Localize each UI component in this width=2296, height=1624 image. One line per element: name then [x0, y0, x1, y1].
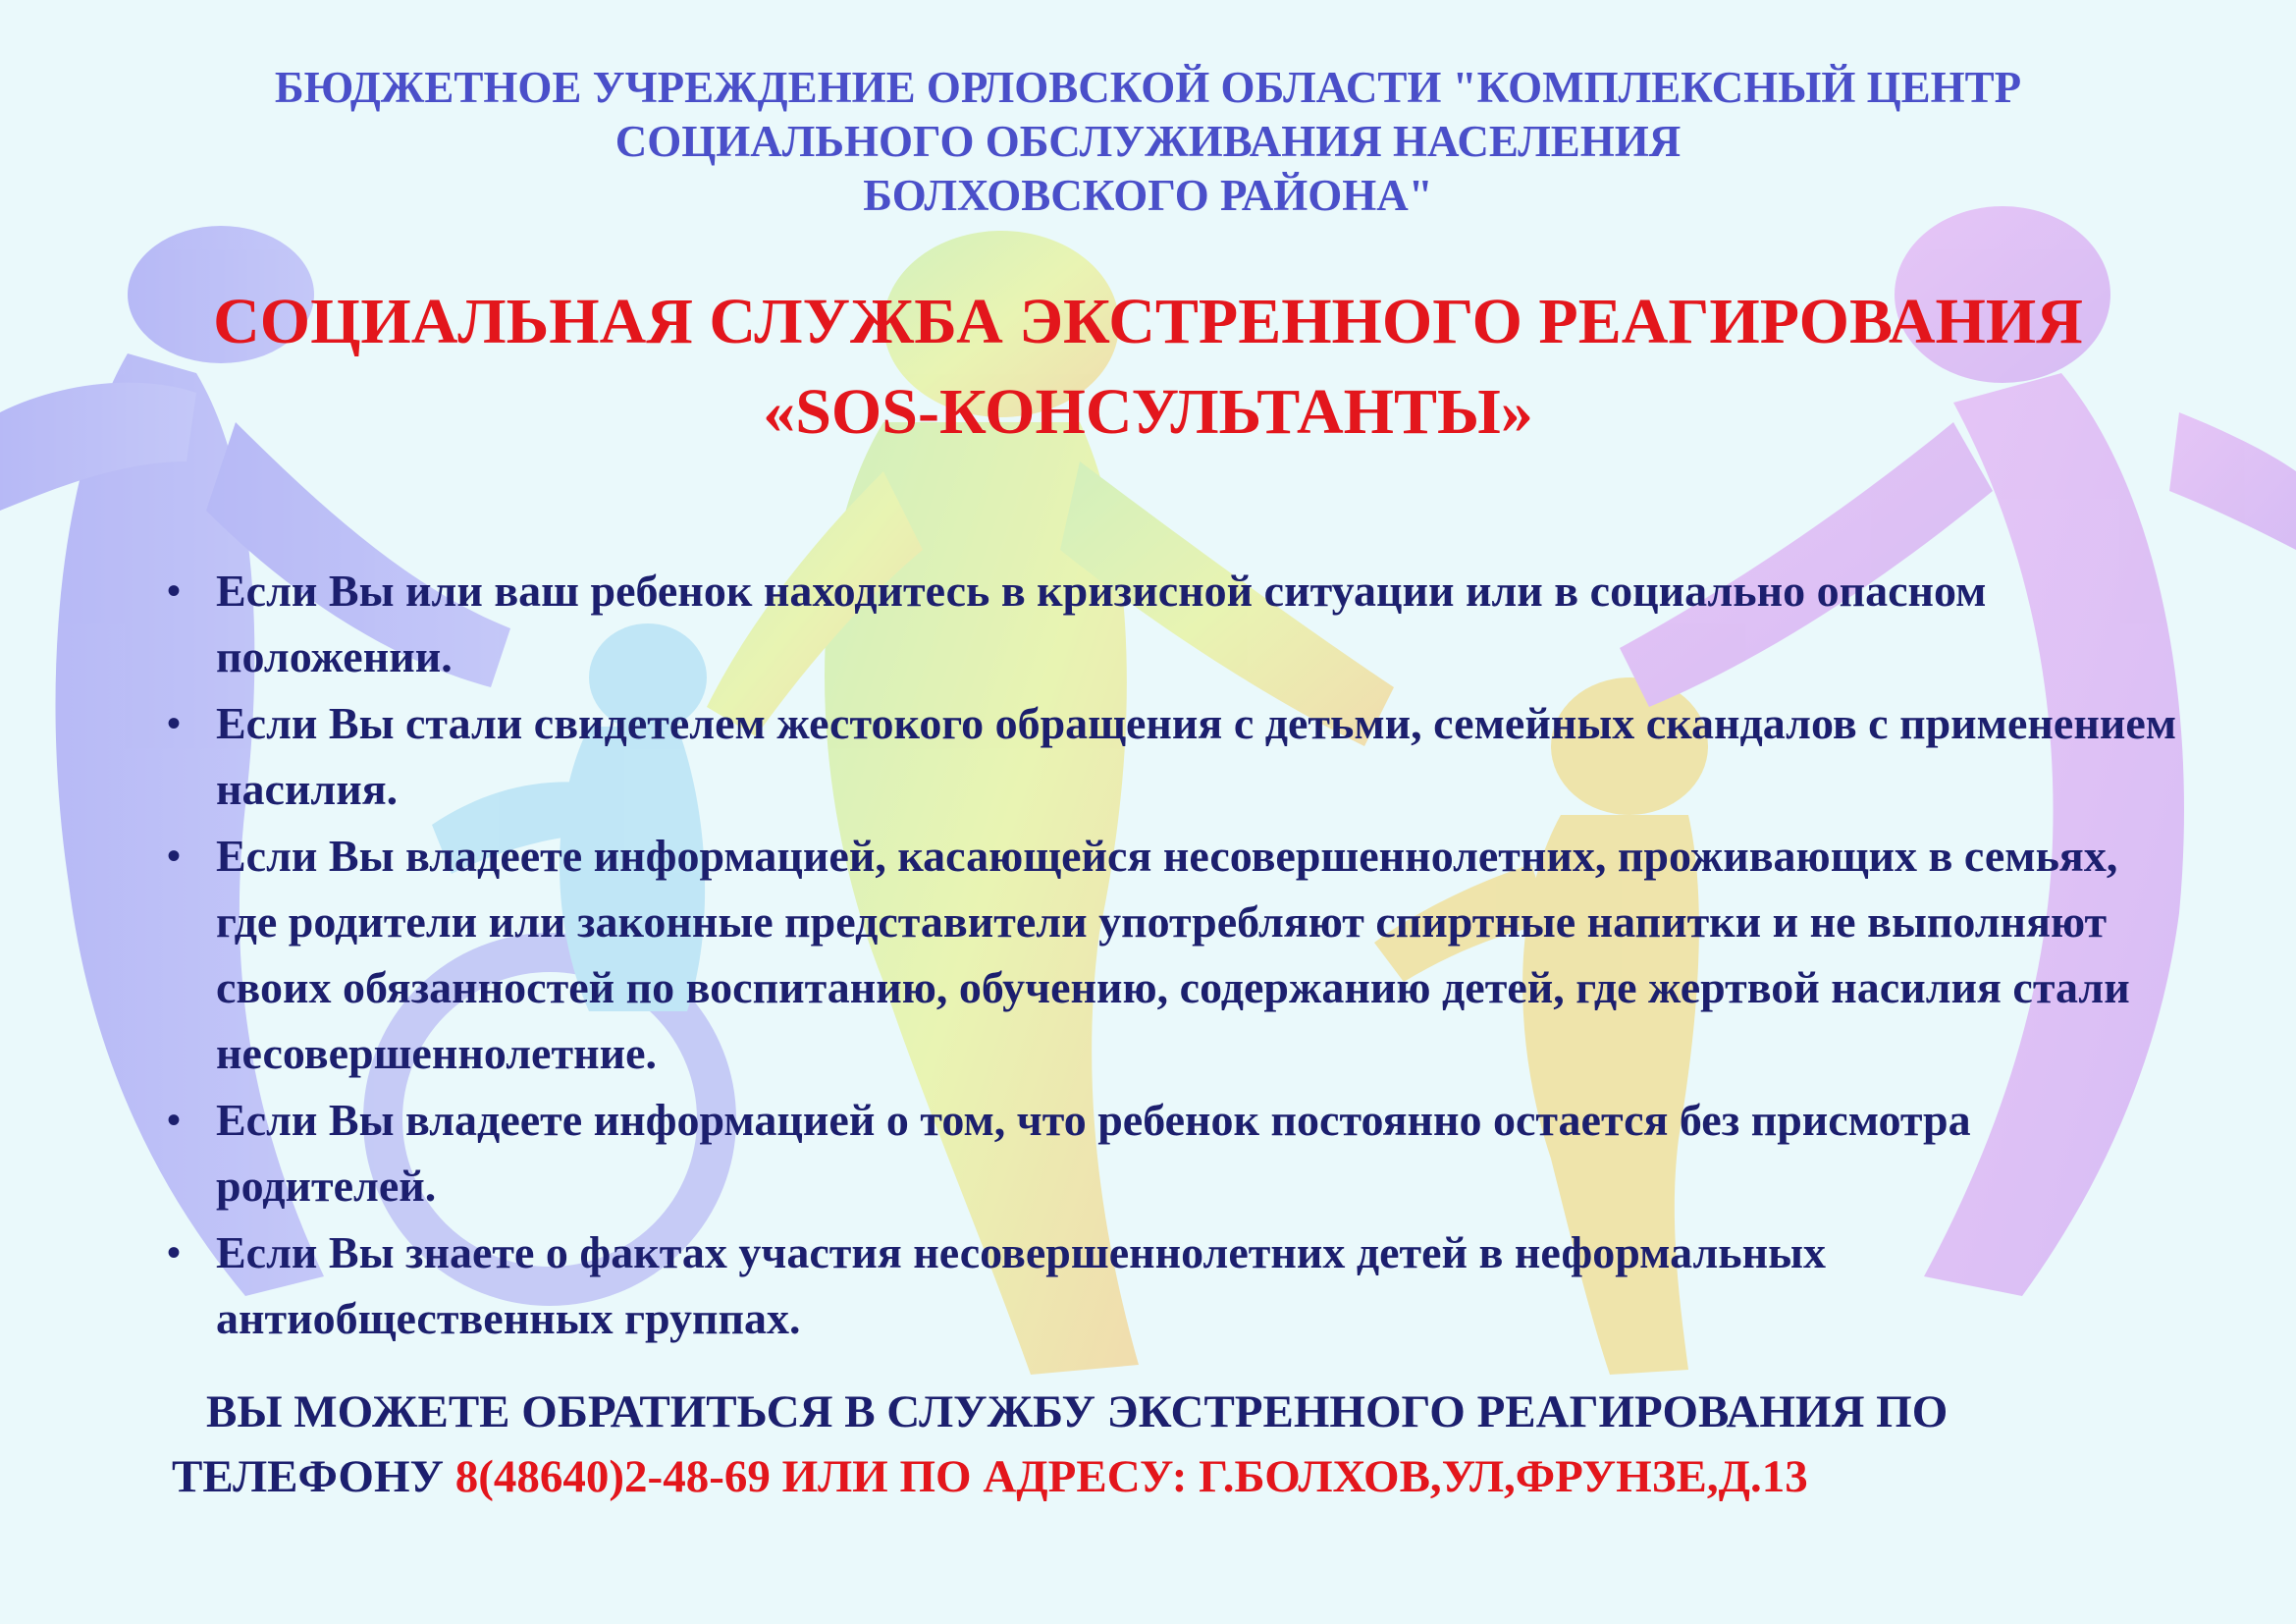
- bullet-icon: •: [167, 1098, 182, 1142]
- list-item: [157, 823, 2179, 1086]
- list-item: [157, 558, 2179, 689]
- contact-prefix: ТЕЛЕФОНУ: [172, 1451, 444, 1502]
- title-line: СОЦИАЛЬНАЯ СЛУЖБА ЭКСТРЕННОГО РЕАГИРОВАНИЯ: [213, 286, 2083, 357]
- org-line: БОЛХОВСКОГО РАЙОНА": [863, 171, 1433, 220]
- bullet-icon: •: [167, 1230, 182, 1274]
- bullet-icon: •: [167, 834, 182, 878]
- list-item: [157, 1087, 2179, 1218]
- bullet-icon: •: [167, 568, 182, 613]
- list-item-text: Если Вы знаете о фактах участия несовершеннолетних детей в неформальных антиобщественных группах.: [216, 1227, 1827, 1343]
- organization-name: [0, 61, 2296, 223]
- list-item: [157, 1219, 2179, 1351]
- situations-list: [157, 558, 2179, 1352]
- title-line: «SOS-КОНСУЛЬТАНТЫ»: [763, 376, 1533, 448]
- service-title: [0, 277, 2296, 458]
- list-item: [157, 690, 2179, 822]
- contact-line: [172, 1444, 2214, 1509]
- contact-line: ВЫ МОЖЕТЕ ОБРАТИТЬСЯ В СЛУЖБУ ЭКСТРЕННОГО РЕАГИРОВАНИЯ ПО: [206, 1386, 1949, 1437]
- list-item-text: Если Вы владеете информацией, касающейся несовершеннолетних, проживающих в семьях, где родители или законные представители употребляют спиртные напитки и не выполняют своих обязанностей по воспитанию, обучению, содержанию детей, где жертвой насилия стали несовершеннолетние.: [216, 831, 2130, 1078]
- bullet-icon: •: [167, 701, 182, 745]
- contact-info: [172, 1380, 2214, 1509]
- list-item-text: Если Вы или ваш ребенок находитесь в кризисной ситуации или в социально опасном положении.: [216, 566, 1987, 681]
- org-line: БЮДЖЕТНОЕ УЧРЕЖДЕНИЕ ОРЛОВСКОЙ ОБЛАСТИ "КОМПЛЕКСНЫЙ ЦЕНТР: [274, 63, 2022, 112]
- list-item-text: Если Вы владеете информацией о том, что ребенок постоянно остается без присмотра родителей.: [216, 1095, 1971, 1211]
- list-item-text: Если Вы стали свидетелем жестокого обращения с детьми, семейных скандалов с применением насилия.: [216, 698, 2177, 814]
- phone-and-address: 8(48640)2-48-69 ИЛИ ПО АДРЕСУ: Г.БОЛХОВ,УЛ,ФРУНЗЕ,Д.13: [454, 1451, 1808, 1502]
- org-line: СОЦИАЛЬНОГО ОБСЛУЖИВАНИЯ НАСЕЛЕНИЯ: [614, 117, 1682, 166]
